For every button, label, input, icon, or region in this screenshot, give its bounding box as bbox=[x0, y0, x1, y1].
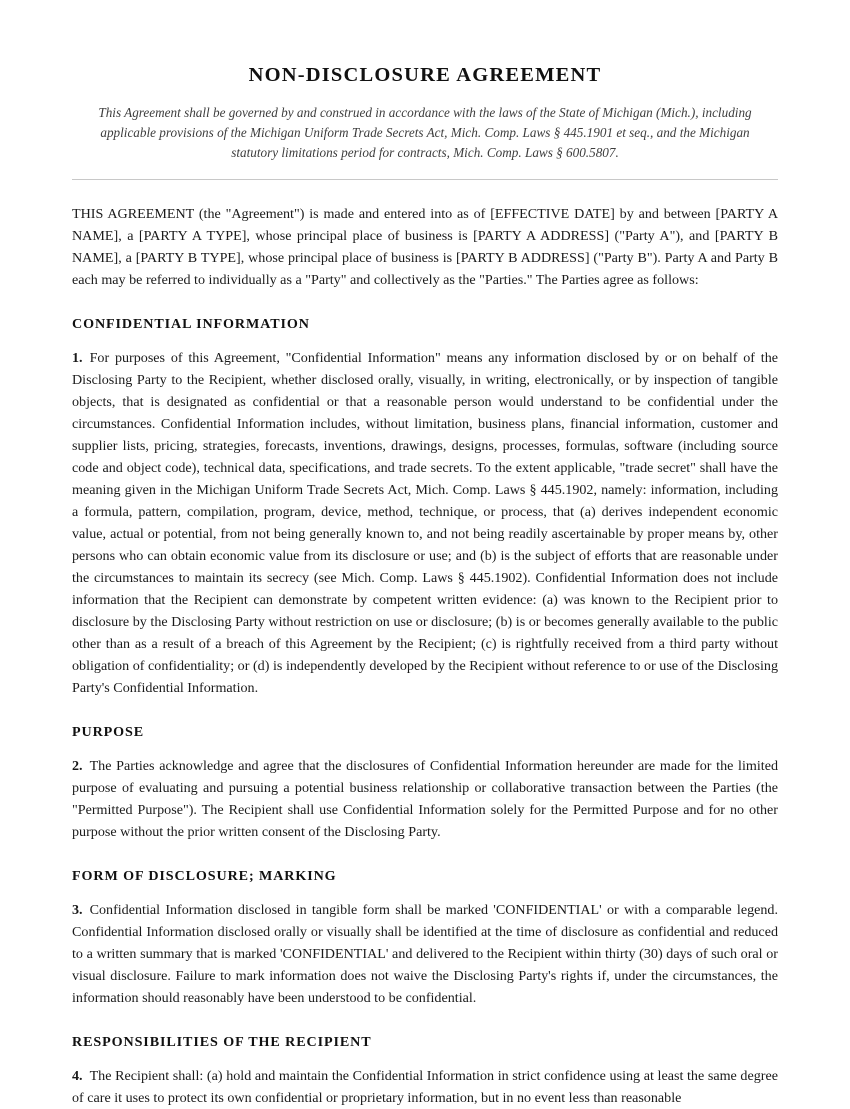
intro-paragraph: THIS AGREEMENT (the "Agreement") is made and entered into as of [EFFECTIVE DATE] by and between [PARTY A NAME], a [PARTY A TYPE], whose principal place of business is [PARTY A ADDRESS] ("Party A"), and [PARTY B NAME], a [PARTY B TYPE], whose principal place of business is [PARTY B ADDRESS] ("Party B"). Party A and Party B each may be referred to individually as a "Party" and collectively as the "Parties." The Parties agree as follows: bbox=[72, 206, 778, 288]
clause-number: 4. bbox=[72, 1068, 83, 1084]
clause-text: For purposes of this Agreement, "Confidential Information" means any information disclosed by or on behalf of the Disclosing Party to the Recipient, whether disclosed orally, visually, in writing, electronically, or by inspection of tangible objects, that is designated as confidential or that a reasonable person would understand to be confidential under the circumstances. Confidential Information includes, without limitation, business plans, financial information, customer and supplier lists, pricing, strategies, forecasts, inventions, drawings, designs, processes, formulas, software (including source code and object code), technical data, specifications, and trade secrets. To the extent applicable, "trade secret" shall have the meaning given in the Michigan Uniform Trade Secrets Act, Mich. Comp. Laws § 445.1902, namely: information, including a formula, pattern, compilation, program, device, method, technique, or process, that (a) derives independent economic value, actual or potential, from not being generally known to, and not being readily ascertainable by proper means by, other persons who can obtain economic value from its disclosure or use; and (b) is the subject of efforts that are reasonable under the circumstances to maintain its secrecy (see Mich. Comp. Laws § 445.1902). Confidential Information does not include information that the Recipient can demonstrate by competent written evidence: (a) was known to the Recipient prior to disclosure by the Disclosing Party without restriction on use or disclosure; (b) is or becomes generally available to the public other than as a result of a breach of this Agreement by the Recipient; (c) is rightfully received from a third party without obligation of confidentiality; or (d) is independently developed by the Recipient without reference to or use of the Disclosing Party's Confidential Information. bbox=[72, 350, 778, 696]
clause-1 bbox=[72, 347, 778, 699]
clause-number: 1. bbox=[72, 350, 83, 366]
governing-law-note: This Agreement shall be governed by and construed in accordance with the laws of the State of Michigan (Mich.), including applicable provisions of the Michigan Uniform Trade Secrets Act, Mich. Comp. Laws § 445.1901 et seq., and the Michigan statutory limitations period for contracts, Mich. Comp. Laws § 600.5807. bbox=[98, 105, 752, 160]
document-page bbox=[72, 0, 778, 1109]
clause-4 bbox=[72, 1065, 778, 1109]
clause-3 bbox=[72, 899, 778, 1009]
section-heading-purpose: PURPOSE bbox=[72, 724, 145, 740]
document-title: NON-DISCLOSURE AGREEMENT bbox=[248, 64, 602, 86]
clause-number: 2. bbox=[72, 758, 83, 774]
clause-text: The Recipient shall: (a) hold and maintain the Confidential Information in strict confidence using at least the same degree of care it uses to protect its own confidential or proprietary information, but in no event less than reasonable bbox=[72, 1068, 778, 1106]
section-heading-responsibilities: RESPONSIBILITIES OF THE RECIPIENT bbox=[72, 1034, 372, 1050]
clause-text: The Parties acknowledge and agree that the disclosures of Confidential Information hereunder are made for the limited purpose of evaluating and pursuing a potential business relationship or collaborative transaction between the Parties (the "Permitted Purpose"). The Recipient shall use Confidential Information solely for the Permitted Purpose and for no other purpose without the prior written consent of the Disclosing Party. bbox=[72, 758, 778, 840]
section-heading-form-of-disclosure: FORM OF DISCLOSURE; MARKING bbox=[72, 868, 337, 884]
clause-2 bbox=[72, 755, 778, 843]
clause-number: 3. bbox=[72, 902, 83, 918]
clause-text: Confidential Information disclosed in tangible form shall be marked 'CONFIDENTIAL' or with a comparable legend. Confidential Information disclosed orally or visually shall be identified at the time of disclosure as confidential and reduced to a written summary that is marked 'CONFIDENTIAL' and delivered to the Recipient within thirty (30) days of such oral or visual disclosure. Failure to mark information does not waive the Disclosing Party's rights if, under the circumstances, the information should reasonably have been understood to be confidential. bbox=[72, 902, 778, 1006]
header-divider bbox=[72, 179, 778, 180]
section-heading-confidential-information: CONFIDENTIAL INFORMATION bbox=[72, 316, 310, 332]
